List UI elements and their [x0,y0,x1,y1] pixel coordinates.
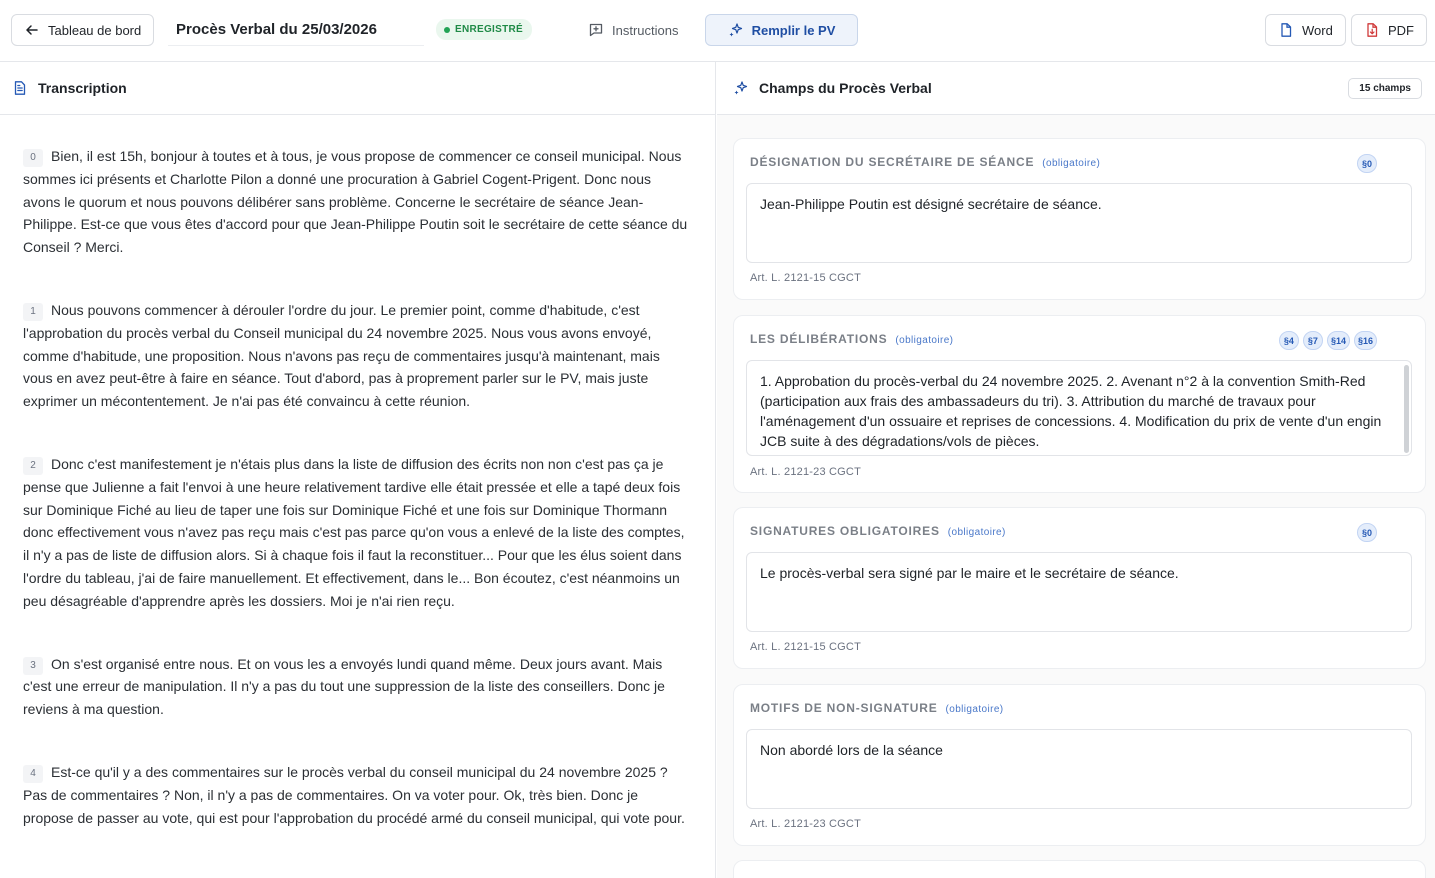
field-card-next [733,860,1426,878]
file-icon [1278,22,1294,38]
fill-pv-button[interactable] [705,14,858,46]
fields-count-badge: 15 champs [1348,78,1422,99]
pdf-button-label: PDF [1388,22,1414,38]
back-button-label: Tableau de bord [48,22,142,38]
field-label [750,701,1004,715]
paragraph-ref-chip[interactable]: §0 [1357,154,1377,173]
required-tag: (obligatoire) [945,704,1004,715]
transcription-panel[interactable] [0,62,716,878]
segment-number: 4 [23,765,43,783]
signatures-field-textarea[interactable]: Le procès-verbal sera signé par le maire et le secrétaire de séance. [746,552,1412,632]
field-label-text: SIGNATURES OBLIGATOIRES [750,524,940,538]
file-pdf-icon [1364,22,1380,38]
transcript-list [0,115,715,829]
paragraph-ref-chip[interactable]: §16 [1354,331,1377,350]
export-word-button[interactable] [1265,14,1346,46]
transcription-title: Transcription [38,80,127,96]
field-card-non-signature [733,684,1426,846]
field-label-text: DÉSIGNATION DU SECRÉTAIRE DE SÉANCE [750,155,1035,169]
paragraph-ref-chip[interactable]: §7 [1303,331,1323,350]
instructions-button[interactable] [580,14,686,46]
secretary-field-textarea[interactable]: Jean-Philippe Poutin est désigné secrétaire de séance. [746,183,1412,263]
deliberations-field-value: 1. Approbation du procès-verbal du 24 novembre 2025. 2. Avenant n°2 à la convention Smith-Red (participation aux frais des ambassadeurs du tri). 3. Attribution du marché de travaux pour l'aménagement d'un ossuaire et reprises de concessions. 4. Modification du prix de vente d'un engin JCB suite à des dégradations/vols de pièces. [760,373,1382,449]
saved-status-badge [436,19,532,40]
textarea-scrollbar[interactable] [1404,365,1409,453]
back-to-dashboard-button[interactable] [11,14,154,46]
segment-text: Bien, il est 15h, bonjour à toutes et à tous, je vous propose de commencer ce conseil municipal. Nous sommes ici présents et Charlotte Pilon a donné une procuration à Gabriel Cogent-Prigent. Donc nous avons le quorum et nous pouvons délibérer sans problème. Concerne le secrétaire de séance Jean-Philippe. Est-ce que vous êtes d'accord pour que Jean-Philippe Poutin soit le secrétaire de cette séance du Conseil ? Merci. [23,148,688,256]
arrow-left-icon [24,22,40,38]
field-label [750,155,1100,169]
top-bar [0,0,1435,62]
pv-fields-title: Champs du Procès Verbal [759,80,932,96]
pv-fields-panel[interactable] [717,62,1435,878]
paragraph-ref-chip[interactable]: §0 [1357,523,1377,542]
word-button-label: Word [1302,22,1333,38]
legal-reference: Art. L. 2121-15 CGCT [750,641,861,653]
paragraph-ref-chip[interactable]: §14 [1327,331,1350,350]
transcript-segment[interactable] [23,653,689,721]
instructions-button-label: Instructions [612,22,679,38]
export-pdf-button[interactable] [1351,14,1427,46]
sparkles-icon [733,80,749,96]
field-card-signatures [733,507,1426,669]
pv-fields-header [717,62,1435,115]
field-label-text: MOTIFS DE NON-SIGNATURE [750,701,938,715]
field-label-text: LES DÉLIBÉRATIONS [750,332,888,346]
field-label [750,524,1006,538]
legal-reference: Art. L. 2121-23 CGCT [750,818,861,830]
saved-dot-icon [444,27,450,33]
required-tag: (obligatoire) [947,527,1006,538]
legal-reference: Art. L. 2121-23 CGCT [750,466,861,478]
segment-number: 2 [23,457,43,475]
segment-number: 1 [23,303,43,321]
paragraph-ref-chip[interactable]: §4 [1279,331,1299,350]
segment-text: Est-ce qu'il y a des commentaires sur le procès verbal du conseil municipal du 24 novembre 2025 ? Pas de commentaires ? Non, il n'y a pas de commentaires. On va voter pour. Ok, très bien. Donc je propose de passer au vote, qui est pour l'approbation du procédé armé du conseil municipal, qui vote pour. [23,763,685,826]
transcript-segment[interactable] [23,453,689,613]
field-card-secretary [733,138,1426,300]
segment-number: 3 [23,657,43,675]
paragraph-refs [1357,523,1377,542]
transcript-segment[interactable] [23,145,689,259]
segment-number: 0 [23,149,43,167]
field-card-deliberations [733,315,1426,493]
required-tag: (obligatoire) [1042,158,1101,169]
paragraph-refs [1357,154,1377,173]
deliberations-field-textarea[interactable] [746,360,1412,456]
document-title-input[interactable]: Procès Verbal du 25/03/2026 [168,14,424,46]
document-text-icon [12,80,28,96]
saved-status-label: ENREGISTRÉ [455,24,524,35]
paragraph-refs [1279,331,1377,350]
message-plus-icon [588,22,604,38]
fill-pv-button-label: Remplir le PV [751,22,836,38]
segment-text: Nous pouvons commencer à dérouler l'ordre du jour. Le premier point, comme d'habitude, c'est l'approbation du procès verbal du Conseil municipal du 24 novembre 2025. Nous vous avons envoyé, comme d'habitude, une proposition. Nous n'avons pas reçu de commentaires jusqu'à maintenant, mais vous en avez peut-être à faire en séance. Tout d'abord, pas à proprement parler sur le PV, mais juste exprimer un mécontentement. Je n'ai pas été convaincu à cette réunion. [23,301,660,410]
sparkles-icon [728,22,744,38]
field-label [750,332,953,346]
required-tag: (obligatoire) [895,335,954,346]
transcript-segment[interactable] [23,299,689,413]
segment-text: Donc c'est manifestement je n'étais plus dans la liste de diffusion des écrits non non c'est pas ça je pense que Julienne a fait l'envoi à une heure relativement tardive elle était pressée et elle a tapé deux fois sur Dominique Fiché au lieu de taper une fois sur Dominique Fiché et une fois sur Dominique Thormann donc effectivement vous n'avez pas reçu mais c'est pas parce qu'on vous a enlevé de la liste des comptes, il n'y a pas de liste de diffusion alors. Si à chaque fois il faut la reconstituer... Pour que les élus soient dans l'ordre du tableau, j'ai de faire manuellement. Et effectivement, dans le... Bon écoutez, c'est néanmoins un peu désagréable d'apprendre après les dossiers. Moi je n'ai rien reçu. [23,455,685,609]
segment-text: On s'est organisé entre nous. Et on vous les a envoyés lundi quand même. Deux jours avant. Mais c'est une erreur de manipulation. Il n'y a pas du tout une suppression de la liste des conseillers. Donc je reviens à ma question. [23,655,665,718]
non-signature-field-textarea[interactable]: Non abordé lors de la séance [746,729,1412,809]
transcription-header [0,62,715,115]
transcript-segment[interactable] [23,761,689,829]
legal-reference: Art. L. 2121-15 CGCT [750,272,861,284]
